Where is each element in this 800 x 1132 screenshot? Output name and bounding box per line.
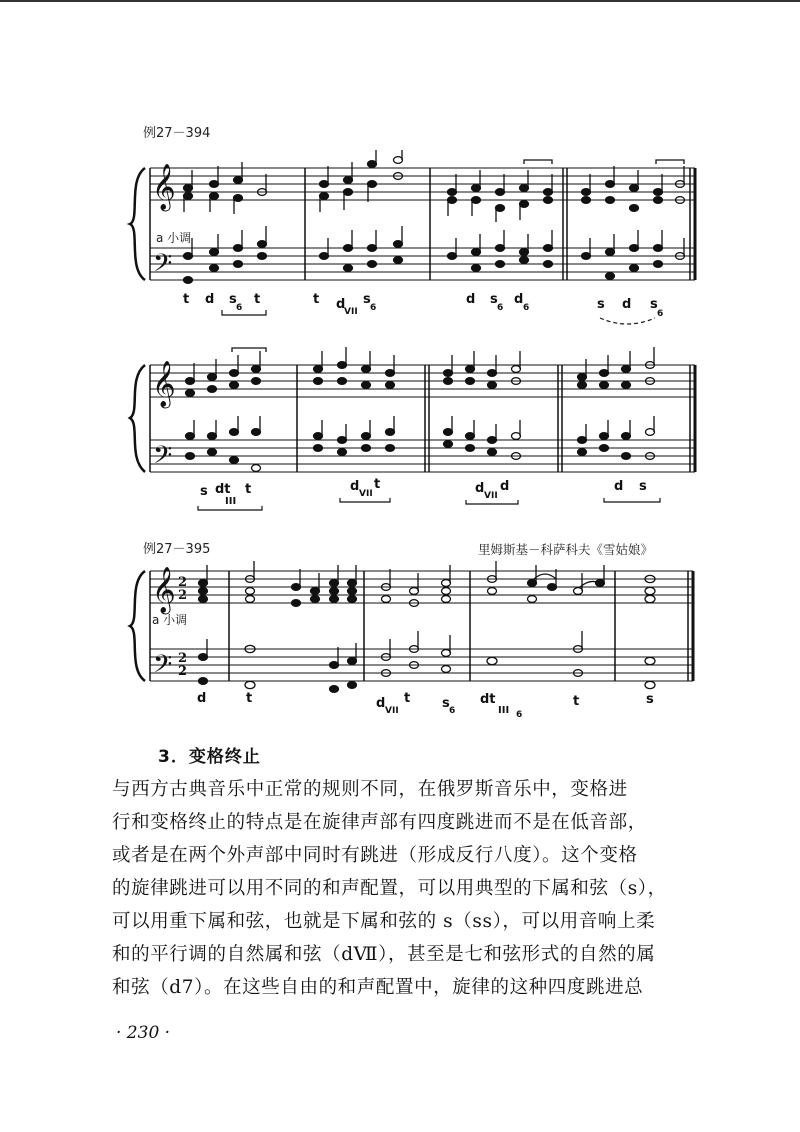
section-title: 3．变格终止: [158, 747, 261, 767]
svg-text:d: d: [205, 292, 215, 307]
svg-text:VII: VII: [344, 307, 358, 317]
paragraph-line-5: 可以用重下属和弦，也就是下属和弦的 s（ss），可以用音响上柔: [112, 911, 656, 932]
svg-text:s: s: [639, 479, 647, 494]
svg-text:d: d: [614, 479, 624, 494]
svg-text:6: 6: [497, 303, 504, 313]
staff-bass-2: [150, 440, 695, 472]
svg-text:𝄢: 𝄢: [153, 249, 173, 284]
svg-text:d: d: [475, 481, 485, 496]
svg-text:s: s: [490, 292, 498, 307]
svg-text:t: t: [313, 292, 320, 307]
svg-text:6: 6: [449, 706, 456, 716]
svg-text:2: 2: [178, 664, 188, 679]
svg-text:6: 6: [236, 303, 243, 313]
svg-text:VII: VII: [484, 491, 498, 501]
notes-system-2: [186, 347, 655, 471]
svg-text:2: 2: [178, 588, 188, 603]
svg-text:6: 6: [516, 710, 523, 720]
svg-text:dt: dt: [215, 482, 231, 497]
svg-text:s: s: [200, 484, 208, 499]
svg-text:d: d: [466, 292, 476, 307]
svg-text:VII: VII: [359, 489, 373, 499]
svg-text:d: d: [514, 292, 524, 307]
page-number: · 230 ·: [116, 1023, 171, 1043]
svg-text:𝄢: 𝄢: [153, 441, 173, 476]
paragraph-line-7: 和弦（d7）。在这些自由的和声配置中，旋律的这种四度跳进总: [112, 977, 644, 998]
svg-text:d: d: [376, 696, 386, 711]
function-labels-system-2: [200, 477, 647, 507]
example-credit-395: 里姆斯基－科萨科夫《雪姑娘》: [478, 542, 654, 557]
example-label-395: 例27－395: [143, 542, 211, 557]
svg-text:d: d: [350, 479, 360, 494]
svg-text:t: t: [183, 292, 190, 307]
svg-text:d: d: [622, 297, 632, 312]
svg-text:s: s: [363, 292, 371, 307]
paragraph-line-3: 或者是在两个外声部中同时有跳进（形成反行八度）。这个变格: [112, 845, 638, 866]
svg-text:𝄞: 𝄞: [152, 567, 176, 613]
svg-text:s: s: [442, 696, 450, 711]
svg-text:2: 2: [178, 651, 188, 666]
svg-text:s: s: [650, 297, 658, 312]
paragraph-line-2: 行和变格终止的特点是在旋律声部有四度跳进而不是在低音部，: [112, 812, 647, 833]
svg-text:d: d: [336, 297, 346, 312]
page-top-rule: [0, 0, 800, 2]
score-example-395: [0, 555, 800, 725]
svg-text:d: d: [197, 691, 207, 706]
svg-text:2: 2: [178, 575, 188, 590]
svg-text:t: t: [245, 482, 252, 497]
svg-text:s: s: [597, 297, 605, 312]
paragraph-line-1: 与西方古典音乐中正常的规则不同，在俄罗斯音乐中，变格进: [112, 779, 628, 800]
svg-text:s: s: [646, 692, 654, 707]
function-labels-example-395: [197, 691, 654, 720]
svg-text:t: t: [254, 292, 261, 307]
svg-text:6: 6: [370, 303, 377, 313]
svg-text:t: t: [374, 477, 381, 492]
svg-text:VII: VII: [385, 706, 399, 716]
paragraph-line-6: 和的平行调的自然属和弦（dⅦ），甚至是七和弦形式的自然的属: [112, 944, 656, 965]
notes-system-1: [184, 150, 685, 283]
key-label-395: a 小调: [152, 613, 188, 627]
svg-text:dt: dt: [480, 692, 496, 707]
svg-text:s: s: [229, 292, 237, 307]
svg-text:𝄞: 𝄞: [152, 361, 176, 407]
example-label-394: 例27－394: [143, 126, 211, 141]
svg-text:III: III: [225, 496, 237, 507]
svg-text:𝄢: 𝄢: [153, 650, 173, 685]
svg-text:t: t: [573, 694, 580, 709]
paragraph-line-4: 的旋律跳进可以用不同的和声配置，可以用典型的下属和弦（s），: [112, 878, 667, 899]
svg-text:6: 6: [657, 309, 664, 319]
svg-text:t: t: [404, 691, 411, 706]
key-label-394: a 小调: [156, 231, 192, 245]
svg-text:6: 6: [523, 303, 530, 313]
svg-text:𝄞: 𝄞: [152, 164, 176, 210]
svg-text:III: III: [498, 705, 510, 716]
svg-text:d: d: [500, 479, 510, 494]
svg-text:t: t: [246, 691, 253, 706]
